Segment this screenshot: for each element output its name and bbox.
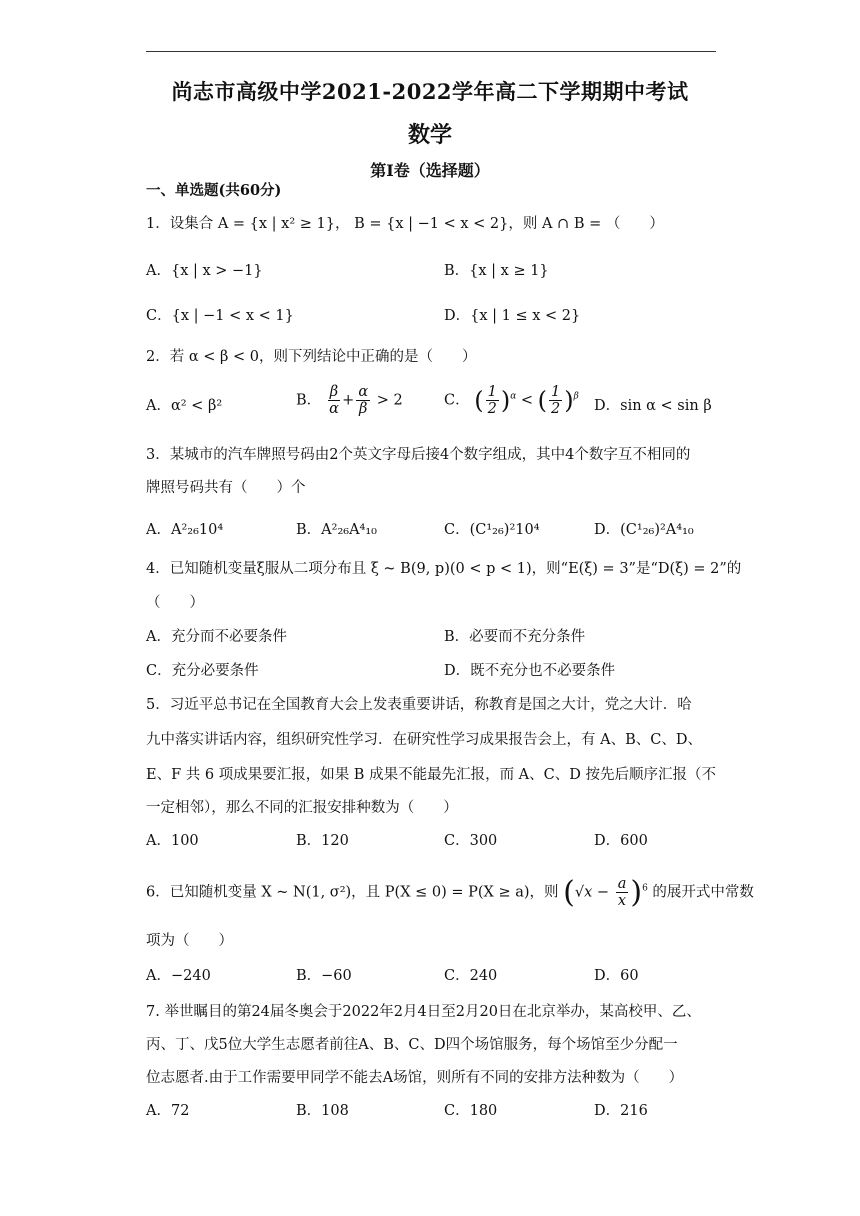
question-1-stem: 1．设集合 A = {x | x² ≥ 1}， B = {x | −1 < x < 2}，则 A ∩ B = （ ） xyxy=(146,216,664,232)
question-1-option-a: A．{x | x > −1} xyxy=(146,263,263,279)
question-7-stem-line-3: 位志愿者.由于工作需要甲同学不能去A场馆，则所有不同的安排方法种数为（ ） xyxy=(146,1070,684,1086)
question-6-option-b: B．−60 xyxy=(296,968,352,984)
section-heading: 一、单选题(共60分) xyxy=(146,182,282,199)
question-7-stem-line-1: 7. 举世瞩目的第24届冬奥会于2022年2月4日至2月20日在北京举办，某高校甲、乙、 xyxy=(146,1004,701,1020)
question-5-option-c: C．300 xyxy=(444,833,498,849)
question-2-option-a: A．α² < β² xyxy=(146,398,223,414)
question-2-option-d: D．sin α < sin β xyxy=(594,398,712,414)
exam-title: 尚志市高级中学2021-2022学年高二下学期期中考试 xyxy=(171,79,689,104)
question-3-option-b: B．A²₂₆A⁴₁₀ xyxy=(296,522,377,538)
question-4-option-b: B．必要而不充分条件 xyxy=(444,629,586,645)
question-2-stem: 2．若 α < β < 0，则下列结论中正确的是（ ） xyxy=(146,349,477,365)
question-7-option-b: B．108 xyxy=(296,1103,349,1119)
question-4-option-a: A．充分而不必要条件 xyxy=(146,629,287,645)
question-5-stem-line-2: 九中落实讲话内容，组织研究性学习．在研究性学习成果报告会上，有 A、B、C、D、 xyxy=(146,732,702,748)
question-7-stem-line-2: 丙、丁、戊5位大学生志愿者前往A、B、C、D四个场馆服务，每个场馆至少分配一 xyxy=(146,1037,678,1053)
question-3-option-a: A．A²₂₆10⁴ xyxy=(146,522,224,538)
question-6-option-a: A．−240 xyxy=(146,968,211,984)
question-5-stem-line-1: 5．习近平总书记在全国教育大会上发表重要讲话，称教育是国之大计，党之大计．哈 xyxy=(146,697,692,713)
question-3-option-d: D．(C¹₂₆)²A⁴₁₀ xyxy=(594,522,694,538)
question-4-option-d: D．既不充分也不必要条件 xyxy=(444,663,616,679)
question-5-option-d: D．600 xyxy=(594,833,648,849)
question-7-option-d: D．216 xyxy=(594,1103,648,1119)
exam-subject: 数学 xyxy=(407,122,452,148)
question-6-option-d: D．60 xyxy=(594,968,639,984)
question-5-option-b: B．120 xyxy=(296,833,349,849)
question-1-option-c: C．{x | −1 < x < 1} xyxy=(146,308,294,324)
question-6-stem-line-2: 项为（ ） xyxy=(146,933,233,949)
question-4-stem-line-2: （ ） xyxy=(146,595,204,611)
question-7-option-c: C．180 xyxy=(444,1103,498,1119)
question-5-stem-line-3: E、F 共 6 项成果要汇报，如果 B 成果不能最先汇报，而 A、C、D 按先后顺序汇报（不 xyxy=(146,767,716,783)
question-6-stem-line-1: 6．已知随机变量 X ~ N(1, σ²)，且 P(X ≤ 0) = P(X ≥ a)，则 (√x − $\frac{a}{x}$ )$^6$ 的展开式中常数 xyxy=(146,875,754,910)
question-3-stem-line-2: 牌照号码共有（ ）个 xyxy=(146,480,306,496)
question-3-stem-line-1: 3．某城市的汽车牌照号码由2个英文字母后接4个数字组成，其中4个数字互不相同的 xyxy=(146,447,691,463)
question-2-option-c: C． ( $\frac{1}{2}$ )$^\alpha$ < ( $\frac{1}{2}$ )$^\beta$ xyxy=(444,384,579,417)
question-5-stem-line-4: 一定相邻），那么不同的汇报安排种数为（ ） xyxy=(146,800,458,816)
header-rule xyxy=(146,51,716,52)
question-2-option-b: B． $\frac{\beta}{\alpha}$ + $\frac{\alpha}{\beta}$ > 2 xyxy=(296,384,403,417)
question-1-option-d: D．{x | 1 ≤ x < 2} xyxy=(444,308,581,324)
question-6-option-c: C．240 xyxy=(444,968,498,984)
question-4-stem-line-1: 4．已知随机变量ξ服从二项分布且 ξ ~ B(9, p)(0 < p < 1)，则“E(ξ) = 3”是“D(ξ) = 2”的 xyxy=(146,561,742,577)
question-7-option-a: A．72 xyxy=(146,1103,190,1119)
question-1-option-b: B．{x | x ≥ 1} xyxy=(444,263,549,279)
question-4-option-c: C．充分必要条件 xyxy=(146,663,259,679)
question-5-option-a: A．100 xyxy=(146,833,199,849)
question-3-option-c: C．(C¹₂₆)²10⁴ xyxy=(444,522,540,538)
volume-title: 第Ⅰ卷（选择题） xyxy=(370,161,490,180)
